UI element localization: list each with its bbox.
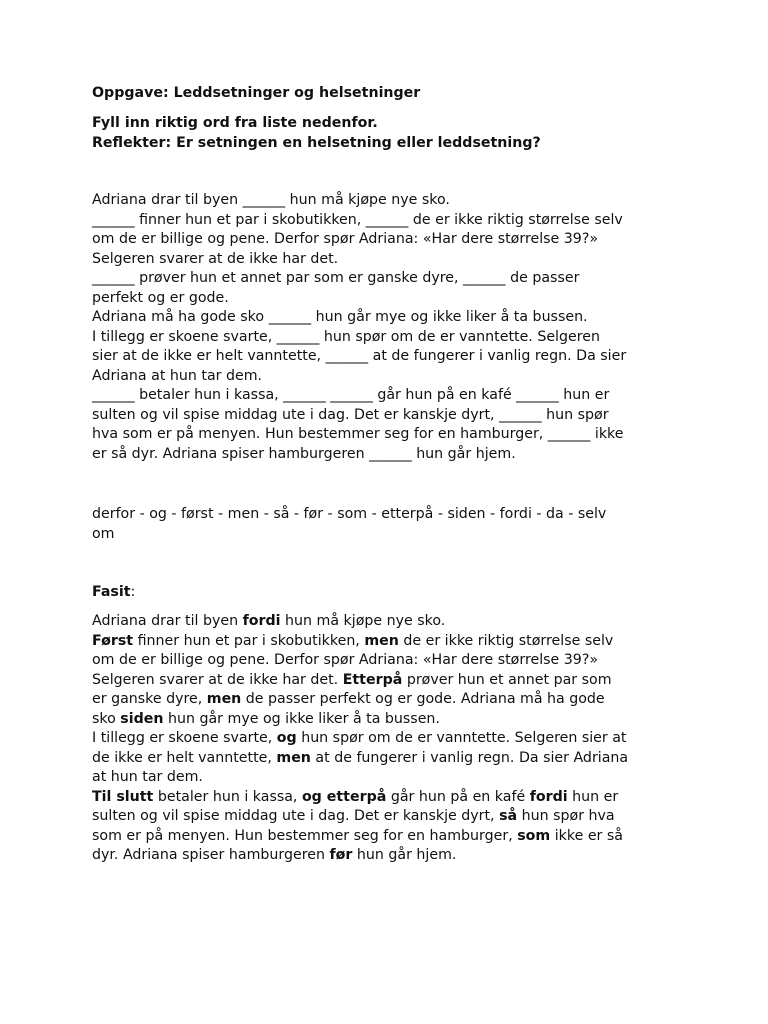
instructions (92, 114, 541, 153)
fasit-answer-word: så (499, 808, 518, 824)
exercise-line: ______ finner hun et par i skobutikken, ______ de er ikke riktig størrelse selv (92, 211, 623, 228)
fasit-answer-word: Etterpå (342, 671, 403, 688)
exercise-line: hva som er på menyen. Hun bestemmer seg for en hamburger, ______ ikke (92, 426, 624, 442)
fasit-text: er ganske dyre, (92, 691, 207, 707)
fasit-colon: : (130, 584, 136, 600)
fasit-line (92, 729, 628, 749)
fasit-line (92, 749, 628, 769)
fasit-text: de er ikke riktig størrelse selv (398, 632, 614, 649)
fasit-text: de passer perfekt og er gode. Adriana må ha gode (241, 691, 605, 707)
fasit-text: betaler hun i kassa, (153, 788, 302, 805)
word-list (92, 505, 606, 544)
fasit-text: sulten og vil spise middag ute i dag. Det er kanskje dyrt, (92, 808, 500, 824)
fasit-answer-word: Først (92, 632, 134, 649)
fasit-line (92, 710, 628, 730)
fasit-text: at de fungerer i vanlig regn. Da sier Adriana (310, 749, 629, 766)
fasit-text: hun må kjøpe nye sko. (280, 613, 446, 629)
fasit-line (92, 827, 628, 847)
fasit-line (92, 807, 628, 827)
exercise-line: ______ betaler hun i kassa, ______ ______ går hun på en kafé ______ hun er (92, 387, 610, 403)
fasit-text: går hun på en kafé (386, 788, 530, 805)
instruction-fill-in: Fyll inn riktig ord fra liste nedenfor. (92, 115, 378, 131)
fasit-text: at hun tar dem. (92, 769, 203, 785)
instruction-reflect: Reflekter: Er setningen en helsetning eller leddsetning? (92, 134, 541, 151)
fasit-line (92, 690, 628, 710)
fasit-answer-word: men (364, 632, 399, 649)
fasit-answer-word: som (517, 827, 551, 844)
document-title: Oppgave: Leddsetninger og helsetninger (92, 85, 421, 101)
fasit-line (92, 846, 628, 866)
fasit-text: hun spør om de er vanntette. Selgeren sier at (296, 730, 627, 746)
fasit-text: hun går hjem. (352, 847, 457, 863)
word-list-line: om (92, 525, 115, 542)
fasit-text: hun er (567, 788, 619, 805)
fasit-answer-word: før (329, 847, 353, 863)
fasit-line (92, 768, 628, 788)
fasit-text: som er på menyen. Hun bestemmer seg for en hamburger, (92, 827, 518, 844)
fasit-answer-word: fordi (242, 613, 281, 629)
fasit-text: dyr. Adriana spiser hamburgeren (92, 847, 330, 863)
exercise-line: Adriana drar til byen ______ hun må kjøpe nye sko. (92, 192, 450, 208)
fasit-answer-word: men (206, 691, 242, 707)
fasit-answer-word: fordi (529, 788, 568, 805)
fasit-answer-word: men (276, 749, 311, 766)
exercise-line: er så dyr. Adriana spiser hamburgeren ______ hun går hjem. (92, 445, 516, 462)
fasit-text: ikke er så (550, 827, 623, 844)
fasit-text: Selgeren svarer at de ikke har det. (92, 671, 343, 688)
fasit-line (92, 632, 628, 652)
fasit-answer-word: og etterpå (301, 788, 387, 805)
fasit-answer-word: siden (120, 710, 164, 727)
exercise-line: sier at de ikke er helt vanntette, ______ at de fungerer i vanlig regn. Da sier (92, 348, 627, 364)
fasit-line (92, 788, 628, 808)
fasit-heading (92, 583, 135, 603)
exercise-line: I tillegg er skoene svarte, ______ hun spør om de er vanntette. Selgeren (92, 328, 600, 345)
exercise-line: om de er billige og pene. Derfor spør Adriana: «Har dere størrelse 39?» (92, 231, 599, 247)
exercise-line: Adriana må ha gode sko ______ hun går mye og ikke liker å ta bussen. (92, 309, 588, 325)
exercise-line: Adriana at hun tar dem. (92, 367, 263, 384)
fasit-line (92, 651, 628, 671)
exercise-line: perfekt og er gode. (92, 289, 229, 306)
fasit-text: hun spør hva (517, 808, 615, 824)
fasit-text: hun går mye og ikke liker å ta bussen. (163, 710, 440, 727)
exercise-line: Selgeren svarer at de ikke har det. (92, 250, 339, 267)
fasit-answer-word: Til slutt (92, 788, 154, 805)
fasit-text: om de er billige og pene. Derfor spør Adriana: «Har dere størrelse 39?» (92, 652, 599, 668)
fasit-text: Adriana drar til byen (92, 613, 243, 629)
fasit-text: finner hun et par i skobutikken, (133, 632, 365, 649)
fasit-line (92, 612, 628, 632)
fasit-text: I tillegg er skoene svarte, (92, 730, 277, 746)
exercise-text (92, 191, 626, 464)
exercise-line: sulten og vil spise middag ute i dag. Det er kanskje dyrt, ______ hun spør (92, 406, 609, 423)
fasit-answer-text (92, 612, 628, 866)
fasit-text: prøver hun et annet par som (402, 671, 612, 688)
fasit-line (92, 671, 628, 691)
fasit-label: Fasit (92, 584, 131, 600)
fasit-text: sko (92, 710, 121, 727)
fasit-answer-word: og (276, 730, 297, 746)
fasit-text: de ikke er helt vanntette, (92, 749, 277, 766)
exercise-line: ______ prøver hun et annet par som er ganske dyre, ______ de passer (92, 270, 580, 286)
word-list-line: derfor - og - først - men - så - før - som - etterpå - siden - fordi - da - selv (92, 506, 607, 522)
